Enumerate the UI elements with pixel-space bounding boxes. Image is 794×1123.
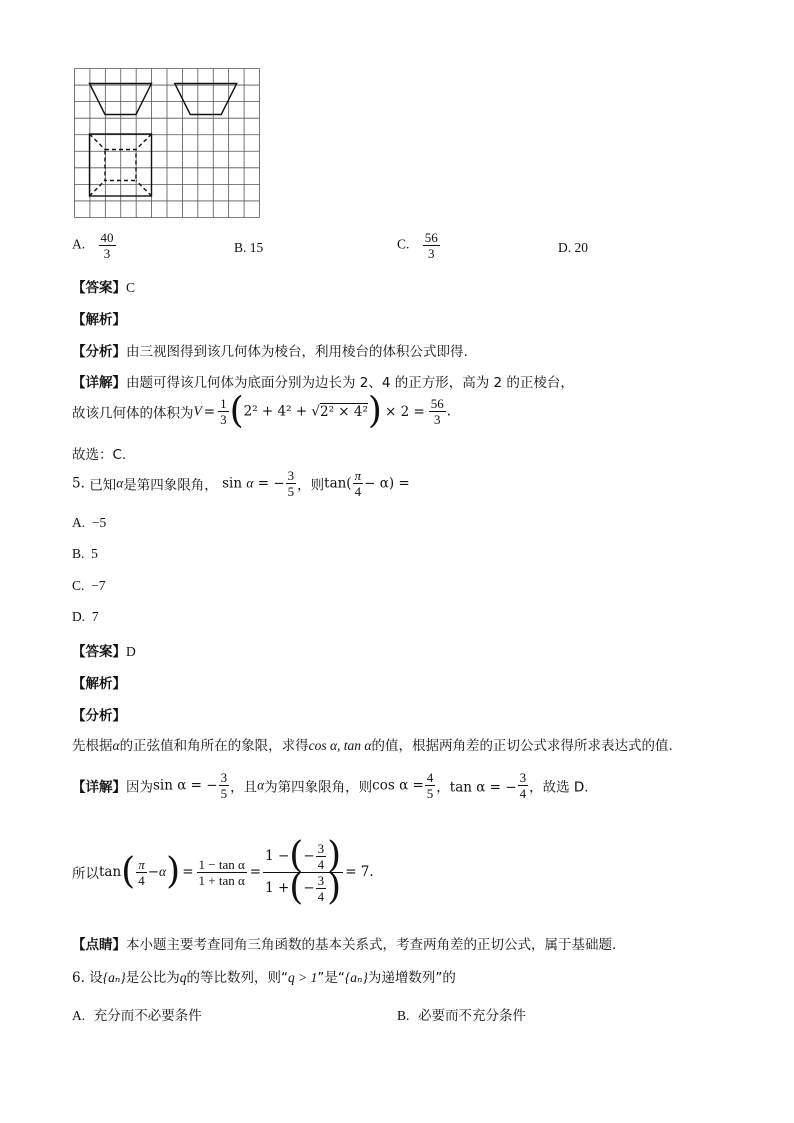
q4-option-b: B. 15	[234, 240, 264, 255]
q6-stem: 6. 设{aₙ}是公比为q的等比数列，则“q > 1”是“{aₙ}为递增数列”的	[72, 970, 456, 986]
q4-detail: 【详解】由题可得该几何体为底面分别为边长为 2、4 的正方形，高为 2 的正棱台，	[72, 375, 574, 391]
q4-option-c: C. $\frac{56}{3}$	[397, 230, 438, 261]
q5-fenxi-text: 先根据α的正弦值和角所在的象限，求得cos α, tan α的值，根据两角差的正切公式求得所求表达式的值.	[72, 738, 673, 754]
grid-lines	[75, 69, 260, 218]
q4-answer: 【答案】C	[72, 280, 136, 296]
q6-option-a: A. 充分而不必要条件	[72, 1008, 202, 1024]
q5-final-formula: 所以 tan ( $\frac{\pi}{4}$ − α ) = $\frac{\text{1 − tan α}}{\text{1 + tan α}}$ = 1 − ( − $\frac{3}{4}$ ) 1 + ( − $\frac{3}{4}$ ) = 7.	[72, 835, 374, 908]
q5-option-a: A. −5	[72, 515, 107, 530]
q4-volume-formula: 故该几何体的体积为V = $\frac{1}{3}$ (2² + 4² + √2² × 4²) × 2 = $\frac{56}{3}$ .	[72, 390, 452, 432]
q4-option-a: A. $\frac{40}{3}$	[72, 230, 114, 261]
q4-fenxi: 【分析】由三视图得到该几何体为棱台，利用棱台的体积公式即得.	[72, 344, 468, 360]
three-view-grid	[74, 68, 260, 218]
q5-option-c: C. −7	[72, 578, 106, 593]
q4-choose: 故选：C.	[72, 447, 127, 463]
q4-option-d: D. 20	[558, 240, 588, 255]
side-view	[175, 84, 237, 115]
q5-analysis-tag: 【解析】	[72, 676, 126, 692]
q5-fenxi-tag: 【分析】	[72, 708, 126, 724]
q5-stem: 5. 已知α是第四象限角， sin α = − $\frac{3}{5}$ ，则tan( $\frac{\pi}{4}$ − α) =	[72, 468, 410, 499]
q5-detail: 【详解】因为sin α = − $\frac{3}{5}$ ，且α为第四象限角，则cos α = $\frac{4}{5}$ ，tan α = − $\frac{3}{4}$ ，故选 D.	[72, 770, 589, 801]
q5-dianjing: 【点睛】本小题主要考查同角三角函数的基本关系式，考查两角差的正切公式，属于基础题.	[72, 937, 617, 953]
q5-option-d: D. 7	[72, 609, 99, 624]
q4-analysis-tag: 【解析】	[72, 312, 126, 328]
q6-option-b: B. 必要而不充分条件	[397, 1008, 526, 1024]
q5-option-b: B. 5	[72, 546, 98, 561]
q5-answer: 【答案】D	[72, 644, 136, 660]
